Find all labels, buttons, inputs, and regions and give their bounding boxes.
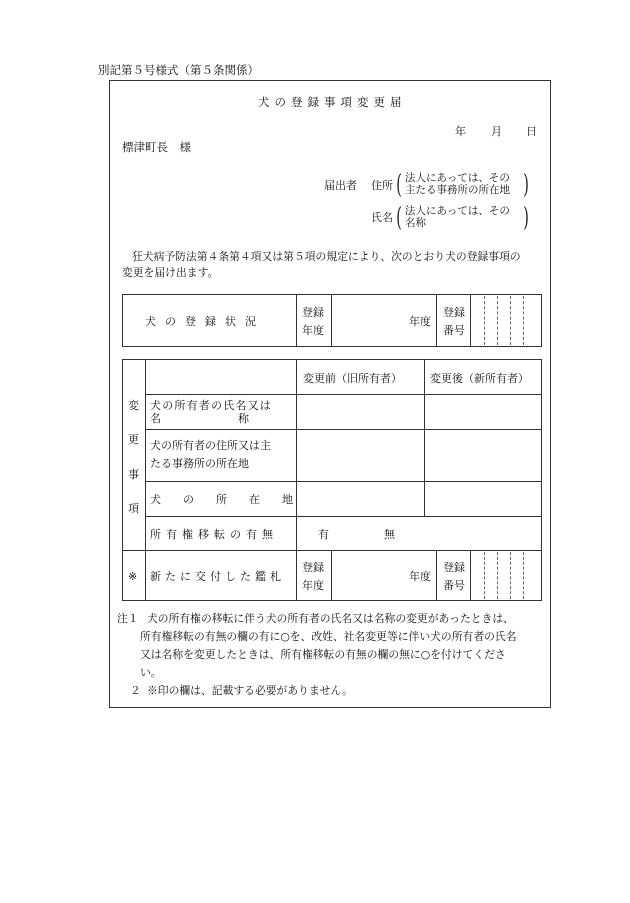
- address-note-line1: 法人にあっては、その: [405, 172, 510, 184]
- side-label-char-3: 事: [128, 468, 139, 481]
- note2-number: ２: [130, 684, 141, 697]
- date-month: 月: [491, 125, 502, 138]
- reg-no-label-1: 登録: [443, 306, 465, 319]
- addressee: 標津町長 様: [122, 140, 191, 154]
- date-day: 日: [526, 125, 537, 138]
- note1-line1: 犬の所有権の移転に伴う犬の所有者の氏名又は名称の変更があったときは、: [147, 612, 514, 625]
- new-tag-no-label-2: 番号: [443, 579, 465, 592]
- address-note-line2: 主たる事務所の所在地: [405, 184, 510, 196]
- name-note-line1: 法人にあっては、その: [405, 205, 510, 217]
- note1-line2: 所有権移転の有無の欄の有に○を、改姓、社名変更等に伴い犬の所有者の氏名: [140, 630, 517, 643]
- row-owner-address-line2: たる事務所の所在地: [150, 457, 249, 470]
- close-paren-icon: ): [523, 203, 529, 233]
- form-number: 別記第５号様式（第５条関係）: [98, 63, 259, 77]
- reg-year-suffix: 年度: [409, 315, 431, 328]
- header-after: 変更後（新所有者）: [430, 372, 529, 385]
- notifier-label: 届出者: [324, 179, 357, 192]
- side-label-char-1: 変: [128, 399, 139, 412]
- new-tag-no-label-1: 登録: [443, 561, 465, 574]
- row-new-tag: 新たに交付した鑑札: [150, 570, 285, 583]
- row-owner-name-line2: 名 称: [150, 412, 249, 425]
- note1-line3: 又は名称を変更したときは、所有権移転の有無の欄の無に○を付けてくださ: [140, 648, 506, 661]
- ownership-no: 無: [384, 528, 395, 541]
- new-tag-year-label-2: 年度: [302, 579, 324, 592]
- new-tag-year-label-1: 登録: [302, 561, 324, 574]
- row-owner-name-line1: 犬の所有者の氏名又は: [150, 399, 272, 412]
- name-note-line2: 名称: [405, 217, 426, 229]
- form-title: 犬の登録事項変更届: [258, 95, 407, 109]
- ownership-yes: 有: [318, 528, 329, 541]
- open-paren-icon: (: [396, 170, 402, 200]
- note1-line4: い。: [140, 666, 162, 679]
- side-label-char-4: 項: [128, 502, 139, 515]
- reg-no-label-2: 番号: [443, 324, 465, 337]
- reg-year-label-2: 年度: [302, 324, 324, 337]
- date-year: 年: [455, 125, 466, 138]
- notifier-address-label: 住所: [371, 179, 393, 192]
- notifier-name-label: 氏名: [371, 211, 393, 224]
- row-owner-address-line1: 犬の所有者の住所又は主: [150, 439, 271, 452]
- registration-status-label: 犬の登録状況: [145, 315, 265, 328]
- row-dog-location: 犬 の 所 在 地: [150, 493, 293, 506]
- close-paren-icon: ): [523, 170, 529, 200]
- body-text-line1: 狂犬病予防法第４条第４項又は第５項の規定により、次のとおり犬の登録事項の: [132, 250, 521, 263]
- note1-number: 注１: [117, 612, 139, 625]
- body-text-line2: 変更を届け出ます。: [122, 266, 219, 279]
- office-use-mark: ※: [128, 570, 138, 583]
- reg-year-label-1: 登録: [302, 306, 324, 319]
- open-paren-icon: (: [396, 203, 402, 233]
- new-tag-year-suffix: 年度: [409, 570, 431, 583]
- note2-text: ※印の欄は、記載する必要がありません。: [147, 684, 353, 697]
- header-before: 変更前（旧所有者）: [303, 372, 402, 385]
- side-label-char-2: 更: [128, 433, 139, 446]
- row-ownership-transfer: 所有権移転の有無: [150, 528, 278, 541]
